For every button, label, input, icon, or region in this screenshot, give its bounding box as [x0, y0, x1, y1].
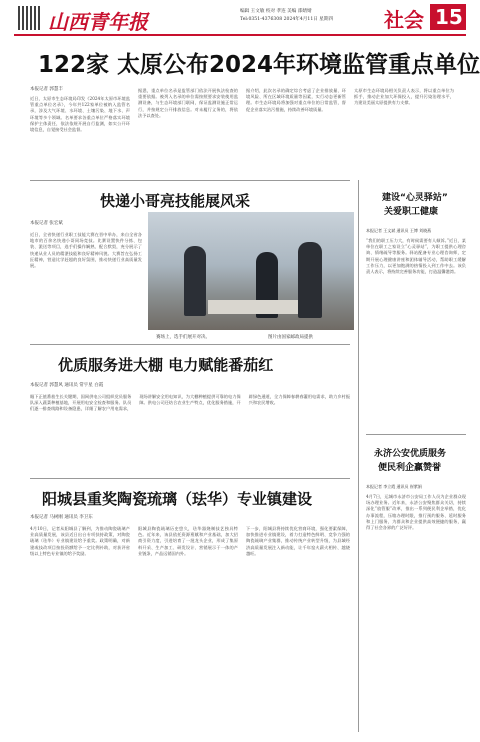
- service-byline: 本报记者 郭慧风 通讯员 常宇星 白霞: [30, 383, 104, 388]
- masthead-rule: [14, 34, 466, 36]
- lead-col3: 据介绍，此次名录的确定综合考虑了企业排放量、环境风险、所在区域环境质量等因素，实行动态更新管理。市生态环境局将加强对重点单位的日常监管，督促企业落实治污措施，持续改善环境质量。: [246, 88, 346, 112]
- page-number-badge: [430, 4, 466, 30]
- lead-byline: 本报记者 郭慧丰: [30, 87, 63, 92]
- pottery-byline: 本报记者 马树刚 通讯员 李卫东: [30, 515, 93, 520]
- lead-col2: 据悉，重点单位名录是监管部门依法开展执法检查的重要依据。被列入名录的单位需按照要求安装使用监测设备，与生态环境部门联网，保证监测设施正常运行，并按规定公开排放信息。对未履行义务的，将依法予以查处。: [138, 88, 238, 118]
- sidebar1-title-box: [366, 188, 466, 222]
- person-silhouette-icon: [184, 246, 206, 316]
- person-silhouette-icon: [298, 242, 322, 318]
- masthead: [0, 0, 480, 40]
- lead-headline: 122家 太原公布2024年环境监管重点单位: [38, 52, 480, 78]
- table-shape: [208, 300, 298, 314]
- divider: [30, 478, 350, 479]
- sidebar2-byline: 本报记者 李立霞 通讯员 崔紫娟: [366, 484, 422, 489]
- courier-text: 近日，全省快递行业职工技能大赛在晋中举办，来自全省各地市的百余名快递小哥同场竞技。比赛设置快件分拣、包装、派送等项目，选手们操作娴熟、配合默契，充分展示了快递从业人员的精湛技能和良好精神风貌。大赛旨在弘扬工匠精神，营造比学赶超的良好氛围，推动快递行业高质量发展。: [30, 232, 142, 269]
- newspaper-logo: 山西青年报: [48, 10, 148, 34]
- service-headline: 优质服务进大棚 电力赋能番茄红: [58, 356, 274, 374]
- sidebar2-title-box: [366, 444, 466, 478]
- divider: [366, 434, 466, 435]
- qr-code-icon: [18, 6, 42, 30]
- divider: [30, 180, 350, 181]
- photo-caption: 赛场上，选手们展开对决。: [156, 335, 210, 340]
- sidebar1-headline-line2: 关爱职工健康: [384, 207, 439, 217]
- sidebar1-headline-line1: 建设“心灵驿站”: [382, 193, 448, 203]
- lead-col1: 近日，太原市生态环境局印发《2024年太原市环境监管重点单位名录》，今年共122家单位被纳入监管名录，涉及大气环境、水环境、土壤污染、地下水、声环境等多个领域。名单要求各重点单位严格落实环境保护主体责任，依法依规开展自行监测，如实公开环境信息，自觉接受社会监督。: [30, 96, 130, 133]
- pottery-col1: 4月10日，记者从阳城县了解到，为推动陶瓷琉璃产业高质量发展，该县近日出台专项扶持政策，对陶瓷琉璃（珐华）专业镇建设给予重奖。政策明确，对新建或技改项目按投资额给予一定比例补助，对获评省级以上特色专业镇的给予奖励。: [30, 526, 130, 556]
- pottery-col3: 下一步，阳城县将持续优化营商环境，强化要素保障，加快推进专业镇建设，着力打造特色鲜明、竞争力强的陶瓷琉璃产业集群，推动传统产业转型升级，为县域经济高质量发展注入新动能，让千年窑火薪火相传、越烧越旺。: [246, 526, 350, 556]
- pottery-headline: 阳城县重奖陶瓷琉璃（珐华）专业镇建设: [42, 490, 313, 508]
- lead-col4: 太原市生态环境局相关负责人表示，将以重点单位为抓手，推动企业加大环保投入，提升污染治理水平，为建设美丽太原提供有力支撑。: [354, 88, 454, 106]
- sidebar1-text: “我们的职工压力大，有时候需要有人倾诉。”近日，某单位在职工之家设立“心灵驿站”，为职工提供心理咨询、情绪疏导等服务。驿站配备专业心理咨询师，定期开展心理健康讲座和团体辅导活动，帮助职工缓解工作压力，以更加饱满的热情投入到工作中去。该负责人表示，将持续完善服务功能，打造温馨港湾。: [366, 238, 466, 275]
- page-number: 15: [435, 5, 463, 29]
- photo-credit: 图片由国家邮政局提供: [268, 335, 313, 340]
- sidebar2-text: 4月7日，运城市永济市公安局工作人员为企业群众现场办理业务。近年来，永济公安聚焦群众关切，持续深化“放管服”改革，推出一系列便民利企举措，优化办事流程，压缩办理时限，推行预约服务、延时服务和上门服务，为群众和企业提供高效便捷的服务，赢得了社会各界的广泛好评。: [366, 494, 466, 531]
- service-text: 眼下正值番茄生长关键期，国网供电公司组织党员服务队深入蔬菜种植基地，开展用电安全检查和服务。队员们逐一排查线路和设备隐患，详细了解农户用电需求，现场讲解安全用电知识，为大棚种植提供可靠的电力保障。供电公司还结合农业生产特点，优化服务措施，开辟绿色通道，全力保障春耕春灌用电需求，助力乡村振兴和农民增收。: [30, 394, 350, 412]
- editor-credits: 编辑 王文敏 校对 孝连 美编 邵婧婧: [240, 9, 312, 14]
- sidebar1-byline: 本报记者 王文斌 通讯员 王博 刘晓燕: [366, 228, 432, 233]
- sidebar2-headline-line1: 永济公安优质服务: [374, 449, 447, 459]
- courier-headline: 快递小哥亮技能展风采: [100, 192, 251, 210]
- courier-byline: 本报记者 张宏斌: [30, 221, 63, 226]
- pottery-col2: 阳城县陶瓷琉璃历史悠久，珐华器烧制技艺独具特色。近年来，该县依托资源禀赋和产业基础，加大招商引资力度，引进培育了一批龙头企业，形成了集原料开采、生产加工、研发设计、营销展示于一体的产业链条，产品远销国内外。: [138, 526, 238, 556]
- phone-date: Tel:0351-4376308 2024年4月11日 星期四: [240, 17, 334, 22]
- divider: [30, 344, 350, 345]
- column-divider: [358, 180, 359, 732]
- sidebar2-headline-line2: 便民利企赢赞誉: [378, 463, 442, 473]
- section-title: 社会: [384, 8, 424, 32]
- courier-photo: [148, 212, 354, 330]
